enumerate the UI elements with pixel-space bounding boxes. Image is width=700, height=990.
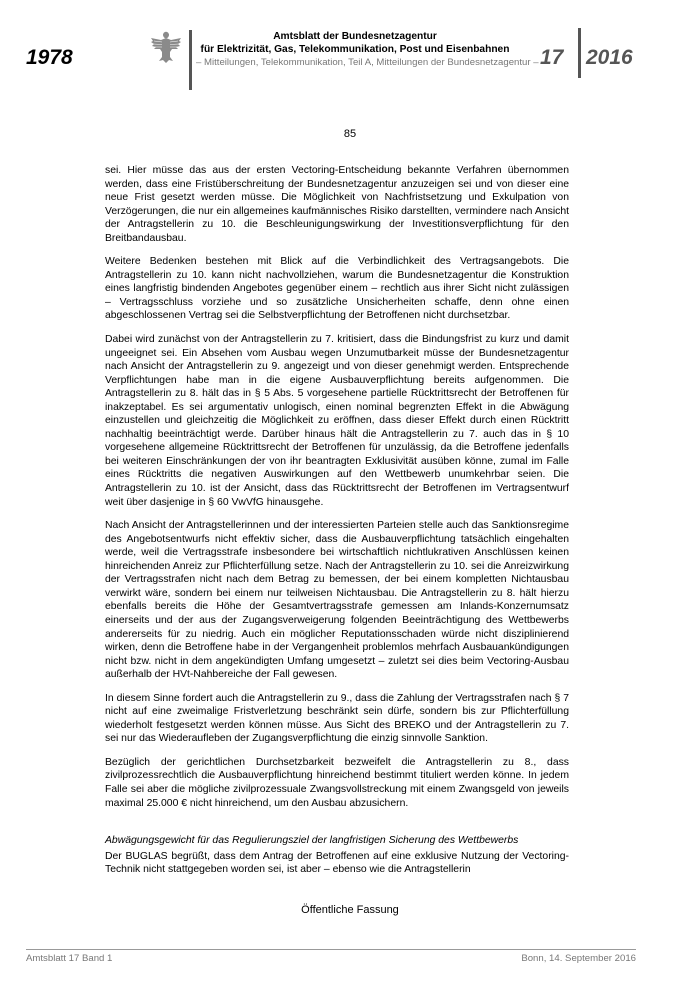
section-heading: Abwägungsgewicht für das Regulierungsziel der langfristigen Sicherung des Wettbewerbs [105,835,519,847]
issue-number: 17 [540,46,564,69]
section-spacer [105,820,569,834]
paragraph: Der BUGLAS begrüßt, dass dem Antrag der Betroffenen auf eine exklusive Nutzung der Vectoring-Technik nicht stattgegeben worden sei, ist aber – ebenso wie die Antragstellerin [105,850,569,876]
footer-journal-info: Amtsblatt 17 Band 1 [26,953,113,964]
page-header [0,0,700,90]
footer-date: Bonn, 14. September 2016 [521,953,636,964]
document-page-number: 85 [343,128,357,140]
header-divider-left [189,30,192,90]
journal-title [196,31,514,56]
paragraph: Bezüglich der gerichtlichen Durchsetzbarkeit bezweifelt die Antragstellerin zu 8., dass zivilprozessrechtlich die Ausbauverpflichtung hinreichend bestimmt tituliert werden könne. In jedem Falle sei aber die mögliche zivilprozessuale Zwangsvollstreckung mit einem Zwangsgeld von jeweils maximal 25.000 € nicht hinreichend, um den Ausbau abzusichern. [105,756,569,809]
journal-title-line1: Amtsblatt der Bundesnetzagentur [273,31,437,42]
header-divider-right [578,28,581,78]
journal-title-line2: für Elektrizität, Gas, Telekommunikation, Post und Eisenbahnen [200,43,510,55]
page-number-running: 1978 [26,46,73,69]
paragraph: Weitere Bedenken bestehen mit Blick auf die Verbindlichkeit des Vertragsangebots. Die Antragstellerin zu 10. kann nicht nachvollziehen, warum die Bundesnetzagentur die Konstruktion eines langfristig bindenden Angebotes gegenüber einem – rechtlich aus ihrer Sicht nicht zulässigen – Vertragsschluss vorziehe und so zusätzliche Unsicherheiten schaffe, denn ohne einen abgeschlossenen Vertrag sei die Selbstverpflichtung der Betroffenen nicht durchsetzbar. [105,256,569,322]
paragraph: In diesem Sinne fordert auch die Antragstellerin zu 9., dass die Zahlung der Vertragsstrafen nach § 7 nicht auf eine zweimalige Fristverletzung beschränkt sein dürfe, sondern bis zur Pflichterfüllung wiederholt festgesetzt werden können müsse. Aus Sicht des BREKO und der Antragstellerin zu 7. sei nur das Wiederaufleben der Zugangsverpflichtung die einzig sinnvolle Sanktion. [105,692,569,745]
journal-subtitle: – Mitteilungen, Telekommunikation, Teil A, Mitteilungen der Bundesnetzagentur – [196,57,539,68]
federal-eagle-icon [150,30,182,64]
body-text [105,164,569,887]
paragraph: sei. Hier müsse das aus der ersten Vectoring-Entscheidung bekannte Verfahren übernommen werden, dass eine Fristüberschreitung der Bundesnetzagentur anzuzeigen sei und von dieser eine neue Frist gesetzt werden müsse. Die Möglichkeit von Nachfristsetzung und Exkulpation von Verzögerungen, die nur ein allgemeines kaufmännisches Risiko darstellten, vermindere nach Ansicht der Antragstellerin zu 10. die Beschleunigungswirkung der Investitionsverpflichtung für den Breitbandausbau. [105,165,569,244]
footer-divider [26,949,636,950]
paragraph: Dabei wird zunächst von der Antragstellerin zu 7. kritisiert, dass die Bindungsfrist zu kurz und damit ungeeignet sei. Ein Absehen vom Ausbau wegen Unzumutbarkeit müsse der Bundesnetzagentur nach Ansicht der Antragstellerin zu 9. angezeigt und von dieser genehmigt werden. Entsprechende Verpflichtungen habe man in die eigene Ausbauverpflichtung bereits aufgenommen. Die Antragstellerin zu 8. hält das in § 5 Abs. 5 vorgesehene partielle Rücktrittsrecht der Betroffenen für inakzeptabel. Es sei argumentativ unlogisch, einen nominal begrenzten Effekt in die Abwägung einzustellen und gleichzeitig die Möglichkeit zu eröffnen, dass dieser Effekt durch einen Rücktritt nachhaltig beeinträchtigt werde. Darüber hinaus hält die Antragstellerin zu 7. auch das in § 10 vorgesehene allgemeine Rücktrittsrecht der Betroffenen für unzulässig, da die Betroffene jedenfalls bei weiteren Einschränkungen der von ihr beantragten Exklusivität ausüben könne, zumal im Falle eines Rücktritts die negativen Auswirkungen auf den Wettbewerb unumkehrbar seien. Die Antragstellerin zu 10. ist der Ansicht, dass das Rücktrittsrecht der Betroffenen im Vertragsentwurf weit über dasjenige in § 60 VwVfG hinausgehe. [105,334,569,508]
public-version-label: Öffentliche Fassung [301,904,399,916]
paragraph: Nach Ansicht der Antragstellerinnen und der interessierten Parteien stelle auch das Sanktionsregime des Angebotsentwurfs nicht effektiv sicher, dass die Ausbauverpflichtung tatsächlich eingehalten werde, weil die Vertragsstrafe insbesondere bei wirtschaftlich nichtlukrativen Anschlüssen keinen hinreichenden Anreiz zur Pflichterfüllung setze. Nach der Antragstellerin zu 10. sei die Anreizwirkung der Vertragsstrafen nicht nach dem Betrag zu bemessen, der bei einem kompletten Nichtausbau verwirkt wäre, sondern bei einem nur teilweisen Nichtausbau. Die Antragstellerin zu 8. hält hierzu ebenfalls bereits die Höhe der Gesamtvertragsstrafe gemessen am Inlands-Konzernumsatz einerseits und der aus der Zugangsverweigerung folgenden Beeinträchtigung des Wettbewerbs andererseits für zu niedrig. Auch ein möglicher Reputationsschaden würde nicht disziplinierend wirken, denn die Betroffene habe in der Vergangenheit problemlos mehrfach Ausbauankündigungen nicht bzw. nicht in dem angekündigten Umfang umgesetzt – zuletzt sei dies beim Vectoring-Ausbau außerhalb der HVt-Nahbereiche der Fall gewesen. [105,520,569,681]
issue-year: 2016 [586,46,633,69]
